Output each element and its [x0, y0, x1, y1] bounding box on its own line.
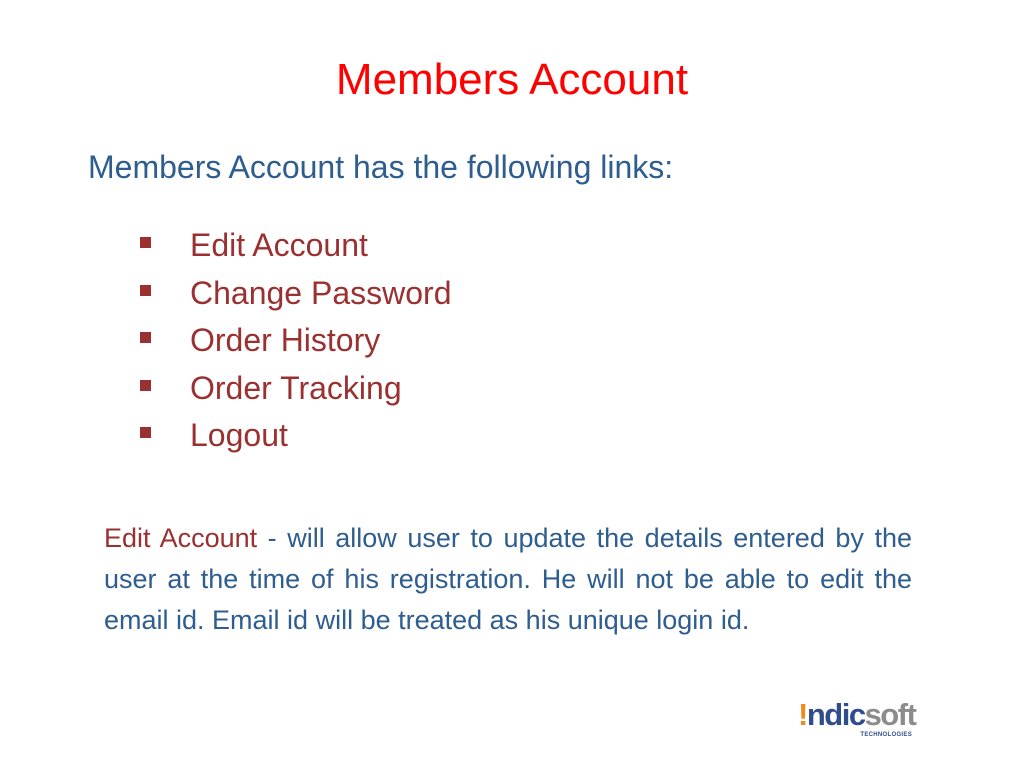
logo-wordmark-primary: ndic [806, 697, 865, 732]
slide-title: Members Account [335, 55, 689, 104]
list-item-change-password [140, 270, 451, 318]
link-label: Logout [190, 417, 288, 454]
description-paragraph [104, 518, 912, 641]
logo-subtitle: TECHNOLOGIES [860, 732, 912, 738]
description-highlight: Edit Account [104, 523, 258, 553]
list-item-order-tracking [140, 365, 451, 413]
link-label: Order Tracking [190, 369, 402, 406]
logo-wordmark-secondary: soft [864, 697, 916, 732]
list-item-logout [140, 412, 451, 460]
intro-text: Members Account has the following links: [88, 149, 674, 185]
square-bullet-icon [140, 332, 151, 343]
square-bullet-icon [140, 237, 151, 248]
square-bullet-icon [140, 285, 151, 296]
link-label: Change Password [190, 274, 452, 311]
description-text: - will allow user to update the details entered by the user at the time of his registration. He will not be able to edit the email id. Email id will be treated as his unique login id. [104, 523, 912, 635]
logo-wordmark [798, 698, 915, 732]
square-bullet-icon [140, 380, 151, 391]
company-logo [798, 698, 916, 742]
square-bullet-icon [140, 427, 151, 438]
link-label: Order History [190, 322, 381, 359]
list-item-edit-account [140, 222, 451, 270]
links-list [140, 222, 451, 460]
link-label: Edit Account [190, 227, 368, 264]
list-item-order-history [140, 317, 451, 365]
logo-mark: ! [798, 697, 807, 732]
